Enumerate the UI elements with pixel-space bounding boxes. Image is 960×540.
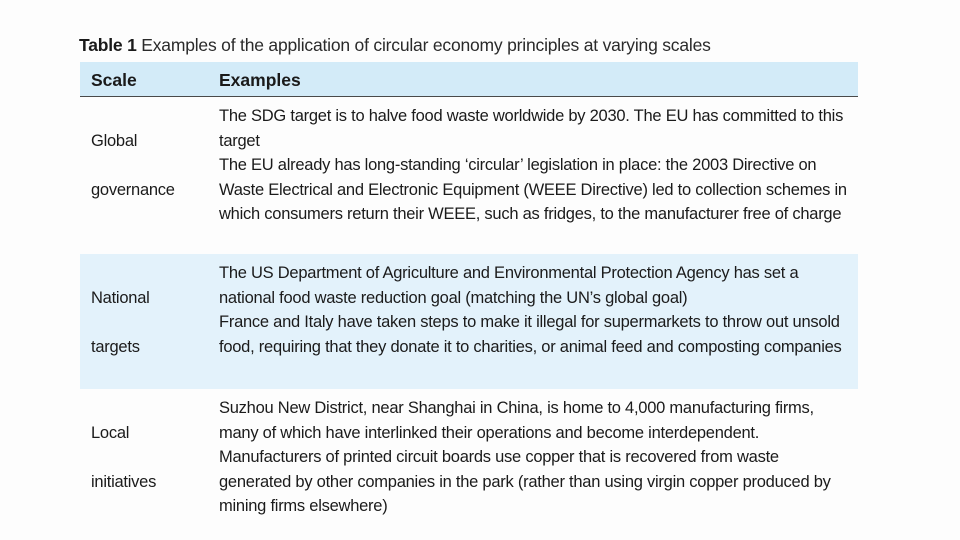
example-text: France and Italy have taken steps to make it illegal for supermarkets to throw out unsold food, requiring that they donate it to charities, or animal feed and composting companies [219,313,842,356]
scale-line: targets [91,337,140,356]
scale-line: National [91,288,150,307]
table-row-local-initiatives [80,389,858,522]
table-header-row [80,62,858,97]
examples-cell [219,261,855,359]
scale-cell [91,104,211,227]
examples-table [80,62,858,522]
scale-line: Local [91,423,130,442]
header-scale: Scale [91,70,137,90]
scale-line: initiatives [91,472,157,491]
examples-cell [219,396,855,519]
table-caption-label: Table 1 [79,35,137,55]
table-row-global-governance [80,97,858,254]
scale-line: governance [91,180,175,199]
scale-cell [91,396,211,519]
table-caption [79,35,711,56]
example-text: Suzhou New District, near Shanghai in China, is home to 4,000 manufacturing firms, many of which have interlinked their operations and become interdependent. Manufacturers of printed circuit boards use copper that is recovered from waste generated by other companies in the park (rather than using virgin copper produced by mining firms elsewhere) [219,399,831,515]
scale-cell [91,261,211,384]
table-caption-text: Examples of the application of circular economy principles at varying scales [141,35,711,55]
scale-line: Global [91,131,138,150]
header-examples: Examples [219,70,301,90]
examples-cell [219,104,855,227]
example-text: The EU already has long-standing ‘circular’ legislation in place: the 2003 Directive on Waste Electrical and Electronic Equipment (WEEE Directive) led to collection schemes in which consumers return their WEEE, such as fridges, to the manufacturer free of charge [219,156,847,223]
example-text: The SDG target is to halve food waste worldwide by 2030. The EU has committed to this target [219,107,844,150]
table-row-national-targets [80,254,858,389]
example-text: The US Department of Agriculture and Environmental Protection Agency has set a national food waste reduction goal (matching the UN’s global goal) [219,264,799,307]
